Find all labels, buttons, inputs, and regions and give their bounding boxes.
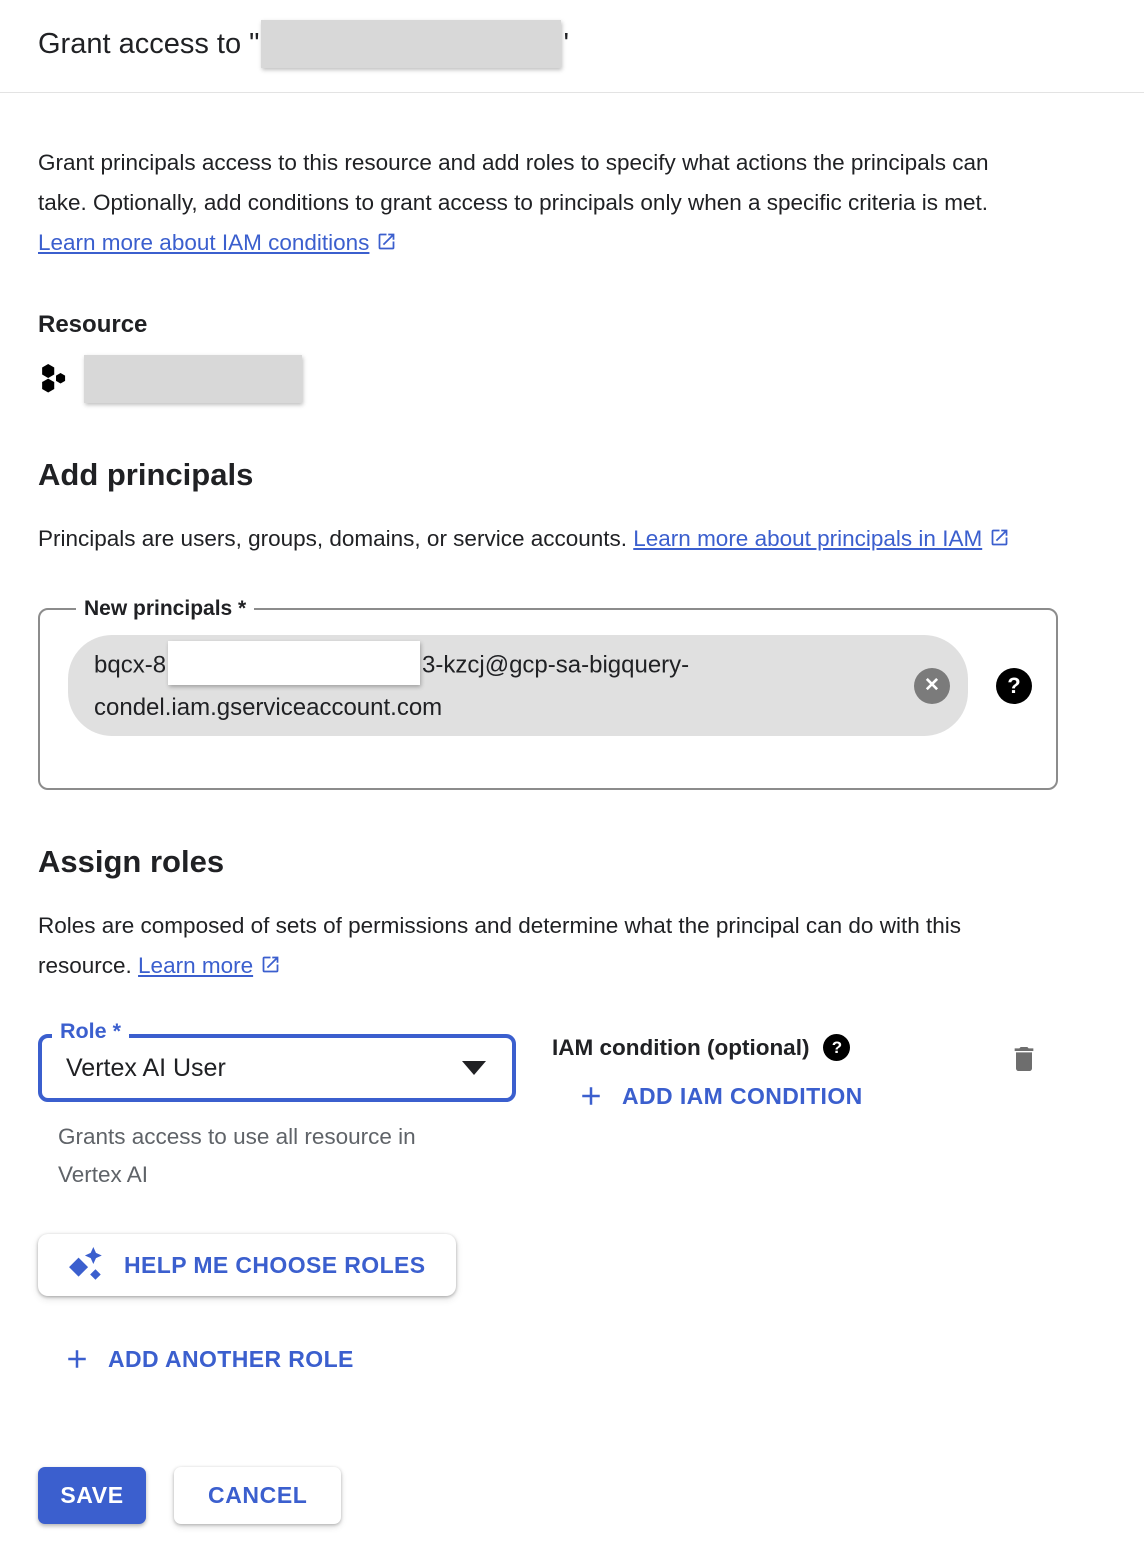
- role-selected-value: Vertex AI User: [66, 1053, 226, 1082]
- role-select[interactable]: [38, 1034, 516, 1102]
- page-title-prefix: Grant access to ": [38, 28, 260, 60]
- iam-condition-help-icon[interactable]: ?: [823, 1034, 850, 1061]
- help-me-choose-roles-label: HELP ME CHOOSE ROLES: [124, 1251, 426, 1278]
- assign-roles-heading: Assign roles: [38, 844, 225, 879]
- principal-email-mid: 3-kzcj@gcp-sa-bigquery-: [422, 651, 690, 679]
- role-field: [38, 1019, 516, 1194]
- cancel-button[interactable]: CANCEL: [174, 1467, 341, 1524]
- plus-icon: [576, 1081, 606, 1111]
- learn-more-roles-link[interactable]: Learn more: [138, 953, 254, 978]
- add-another-role-button[interactable]: [62, 1344, 354, 1374]
- iam-condition-header: [552, 1034, 863, 1061]
- intro-paragraph: [38, 143, 1043, 263]
- principals-description: [38, 519, 1043, 559]
- iam-condition-column: [552, 1034, 863, 1194]
- page-title-suffix: ': [563, 28, 569, 60]
- new-principals-label: New principals *: [84, 597, 247, 620]
- roles-description-text: Roles are composed of sets of permissions and determine what the principal can do with this resource.: [38, 913, 961, 978]
- external-link-icon: [989, 527, 1010, 548]
- redacted-resource-value: [84, 355, 302, 403]
- help-me-choose-roles-button[interactable]: [38, 1234, 456, 1296]
- principals-help-icon[interactable]: ?: [996, 668, 1032, 704]
- trash-icon: [1008, 1040, 1040, 1078]
- add-iam-condition-button[interactable]: [576, 1081, 863, 1111]
- principals-description-text: Principals are users, groups, domains, or service accounts.: [38, 526, 634, 551]
- role-assignment-row: [38, 1019, 1106, 1194]
- resource-row: [38, 355, 1106, 403]
- dataset-icon: [38, 357, 70, 401]
- iam-condition-label: IAM condition (optional): [552, 1034, 810, 1060]
- principal-chip-row: [68, 635, 1032, 736]
- chevron-down-icon: [462, 1061, 486, 1075]
- save-button[interactable]: SAVE: [38, 1467, 146, 1524]
- dialog-actions: [38, 1467, 1106, 1524]
- principal-email-prefix: bqcx-8: [94, 651, 167, 679]
- role-help-text: Grants access to use all resource in Vertex AI: [58, 1124, 416, 1187]
- principal-chip[interactable]: [68, 635, 968, 736]
- learn-more-iam-conditions-link[interactable]: Learn more about IAM conditions: [38, 230, 370, 255]
- add-another-role-label: ADD ANOTHER ROLE: [108, 1345, 354, 1372]
- role-field-label: Role *: [52, 1019, 129, 1044]
- gemini-sparkle-icon: [68, 1246, 106, 1284]
- principal-email-domain: condel.iam.gserviceaccount.com: [94, 694, 443, 721]
- external-link-icon: [260, 954, 281, 975]
- remove-principal-icon[interactable]: ✕: [914, 668, 950, 704]
- delete-role-button[interactable]: [1008, 1040, 1040, 1081]
- redacted-principal-id: [168, 641, 420, 685]
- intro-text: Grant principals access to this resource and add roles to specify what actions the principals can take. Optionally, add conditions to grant access to principals only when a specific criteria is met.: [38, 150, 989, 215]
- resource-section-label: Resource: [38, 311, 148, 338]
- roles-description: [38, 906, 1043, 986]
- page-title: [38, 20, 1144, 68]
- external-link-icon: [376, 231, 397, 252]
- learn-more-principals-link[interactable]: Learn more about principals in IAM: [633, 526, 983, 551]
- add-iam-condition-label: ADD IAM CONDITION: [622, 1082, 863, 1109]
- new-principals-field[interactable]: [38, 597, 1058, 790]
- add-principals-heading: Add principals: [38, 457, 254, 492]
- redacted-resource-name: [261, 20, 561, 68]
- dialog-header: [0, 0, 1144, 93]
- principal-email: [94, 644, 689, 727]
- plus-icon: [62, 1344, 92, 1374]
